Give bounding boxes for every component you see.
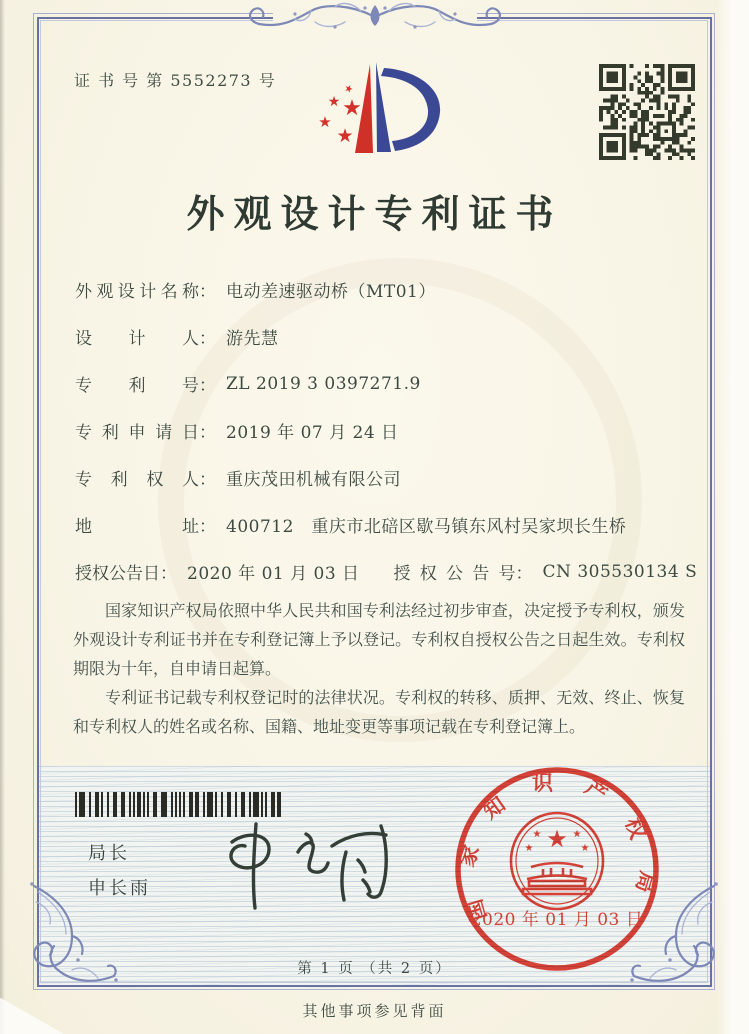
field-row-address: 地址 ： 400712 重庆市北碚区歇马镇东风村吴家坝长生桥 (75, 501, 694, 548)
field-label: 专利权人 (75, 470, 199, 490)
certificate-title: 外观设计专利证书 (186, 192, 563, 236)
back-note: 其他事项参见背面 (302, 1002, 447, 1020)
certificate-number: 证 书 号 第 5552273 号 (74, 71, 277, 90)
field-row-grant-date: 授权公告日 ： 2020 年 01 月 03 日 授权公告号 ： CN 305530134 S (75, 548, 694, 595)
field-label: 授权公告日 (75, 564, 160, 584)
field-value: 重庆茂田机械有限公司 (226, 470, 401, 490)
svg-text:★: ★ (572, 829, 582, 840)
cnipa-patent-logo-icon (296, 40, 448, 164)
legal-text (73, 596, 685, 741)
field-value: ZL 2019 3 0397271.9 (226, 373, 421, 394)
cnipa-official-seal-icon (450, 763, 664, 977)
svg-text:★: ★ (342, 82, 355, 97)
svg-text:★: ★ (532, 829, 542, 840)
field-label: 外观设计名称 (75, 282, 199, 302)
field-value: 电动差速驱动桥（MT01） (226, 282, 436, 302)
field-row-designer: 设计人 ： 游先慧 (75, 313, 694, 360)
director-title: 局长 (88, 843, 130, 864)
border-flourish-top-icon (239, 0, 511, 34)
svg-text:★: ★ (580, 843, 590, 854)
legal-paragraph-2: 专利证书记载专利权登记时的法律状况。专利权的转移、质押、无效、终止、恢复和专利权人的姓名或名称、国籍、地址变更等事项记载在专利登记簿上。 (73, 688, 685, 736)
certificate-fields (75, 266, 698, 595)
scan-right-margin (717, 0, 749, 1034)
field-value: 400712 重庆市北碚区歇马镇东风村吴家坝长生桥 (226, 517, 627, 537)
svg-text:★: ★ (336, 125, 354, 147)
field-value: 游先慧 (226, 329, 279, 349)
field-row-patent-number: 专利号 ： ZL 2019 3 0397271.9 (75, 360, 694, 407)
seal-date: 2020 年 01 月 03 日 (470, 910, 644, 930)
field-value: CN 305530134 S (542, 561, 698, 582)
field-value: 2020 年 01 月 03 日 (187, 564, 360, 584)
field-value: 2019 年 07 月 24 日 (226, 423, 399, 443)
field-row-design-name: 外观设计名称 ： 电动差速驱动桥（MT01） (75, 266, 694, 313)
seal-org-text: 国家知识产权局 (454, 771, 660, 924)
svg-text:★: ★ (524, 843, 534, 854)
svg-text:★: ★ (342, 96, 362, 121)
svg-text:★: ★ (546, 825, 568, 853)
field-label: 专利申请日 (75, 423, 199, 443)
page-number: 第 1 页 （共 2 页） (297, 961, 452, 977)
legal-paragraph-1: 国家知识产权局依照中华人民共和国专利法经过初步审查，决定授予专利权，颁发外观设计专利证书并在专利登记簿上予以登记。专利权自授权公告之日起生效。专利权期限为十年，自申请日起算。 (73, 601, 685, 678)
field-row-filing-date: 专利申请日 ： 2019 年 07 月 24 日 (75, 407, 694, 454)
field-label: 设计人 (75, 329, 199, 349)
field-row-grant-number: 授权公告号 ： CN 305530134 S (394, 559, 698, 584)
svg-text:★: ★ (318, 113, 332, 131)
field-row-patentee: 专利权人 ： 重庆茂田机械有限公司 (75, 454, 694, 501)
director-block (88, 836, 151, 906)
director-name: 申长雨 (88, 878, 151, 899)
scan-left-shadow (0, 0, 5, 1034)
field-label: 授权公告号 (393, 564, 516, 584)
director-signature-icon (194, 812, 410, 922)
qr-code-icon (599, 64, 695, 160)
field-label: 专利号 (75, 376, 199, 396)
svg-text:★: ★ (327, 94, 341, 110)
field-label: 地址 (75, 517, 199, 537)
